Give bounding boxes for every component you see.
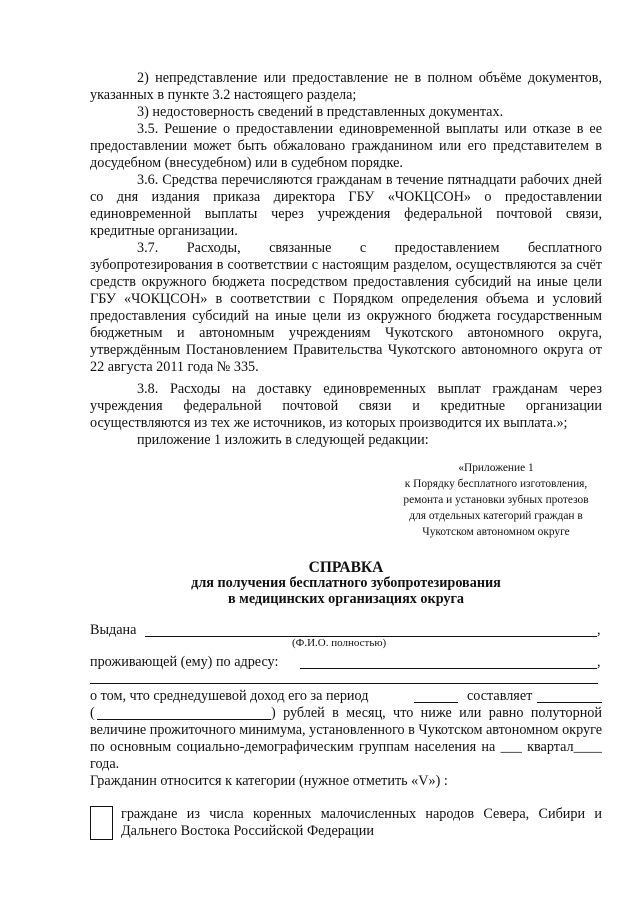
period-field[interactable] (414, 702, 458, 703)
income-row-2 (90, 705, 602, 722)
appendix-line-5: Чукотском автономном округе (422, 526, 570, 538)
form-subtitle-line-1: для получения бесплатного зубопротезирования (191, 575, 501, 591)
fio-hint: (Ф.И.О. полностью) (292, 637, 387, 649)
category-checkbox[interactable] (90, 806, 113, 840)
appendix-line-3: ремонта и установки зубных протезов (403, 494, 589, 506)
paragraph-item-2: 2) непредставление или предоставление не в полном объёме документов, указанных в пункте 3.2 настоящего раздела; (90, 70, 602, 103)
income-row-1 (90, 688, 602, 705)
income-words-field[interactable] (97, 719, 271, 720)
paragraph-item-3: 3) недостоверность сведений в представленных документах. (137, 104, 504, 120)
form-subtitle (90, 575, 602, 607)
income-text-4: величине прожиточного минимума, установленного в Чукотском автономном округе по основным социально-демографическим группам населения на ___ квартал____ года. (90, 722, 602, 772)
form-subtitle-line-2: в медицинских организациях округа (227, 591, 465, 607)
issued-label: Выдана (90, 622, 137, 638)
income-text-1: о том, что среднедушевой доход его за период (90, 688, 369, 704)
address-field[interactable] (300, 668, 597, 669)
paragraph-3-8: 3.8. Расходы на доставку единовременных выплат гражданам через учреждения федеральной почтовой связи и кредитные организации осуществляются из тех же источников, из которых производится их выплата.»; (90, 381, 602, 431)
paragraph-3-5: 3.5. Решение о предоставлении единовременной выплаты или отказе в ее предоставлении может быть обжаловано гражданином или его представителем в досудебном (внесудебном) или в судебном порядке. (90, 121, 602, 171)
address-field-line-2[interactable] (90, 683, 598, 684)
issued-comma: , (597, 622, 601, 638)
income-text-2: составляет (467, 688, 533, 704)
paragraph-3-7: 3.7. Расходы, связанные с предоставлением бесплатного зубопротезирования в соответствии с настоящим разделом, осуществляются за счёт средств окружного бюджета посредством предоставления субсидий на иные цели ГБУ «ЧОКЦСОН» в соответствии с Порядком определения объема и условий предоставления субсидий на иные цели из окружного бюджета государственным бюджетным и автономным учреждениям Чукотского автономного округа, утверждённым Постановлением Правительства Чукотского автономного округа от 22 августа 2011 года № 335. (90, 240, 602, 375)
appendix-line-4: для отдельных категорий граждан в (409, 510, 583, 522)
appendix-line-1: «Приложение 1 (458, 462, 534, 474)
paragraph-3-6: 3.6. Средства перечисляются гражданам в течение пятнадцати рабочих дней со дня издания приказа директора ГБУ «ЧОКЦСОН» о предоставлении единовременной выплаты через учреждения федеральной почтовой связи, кредитные организации. (90, 172, 602, 239)
checkbox-label: граждане из числа коренных малочисленных народов Севера, Сибири и Дальнего Востока Российской Федерации (121, 806, 602, 839)
income-open-paren: ( (90, 705, 95, 721)
address-row (90, 654, 602, 671)
paragraph-appendix-intro: приложение 1 изложить в следующей редакции: (137, 432, 429, 448)
address-comma: , (597, 654, 601, 670)
address-label: проживающей (ему) по адресу: (90, 654, 279, 670)
appendix-line-2: к Порядку бесплатного изготовления, (404, 478, 588, 490)
appendix-header (380, 460, 612, 540)
form-title: СПРАВКА (308, 559, 384, 576)
income-amount-field[interactable] (537, 702, 602, 703)
income-text-3: ) рублей в месяц, что ниже или равно полуторной (271, 705, 602, 721)
category-line: Гражданин относится к категории (нужное отметить «V») : (90, 773, 448, 789)
